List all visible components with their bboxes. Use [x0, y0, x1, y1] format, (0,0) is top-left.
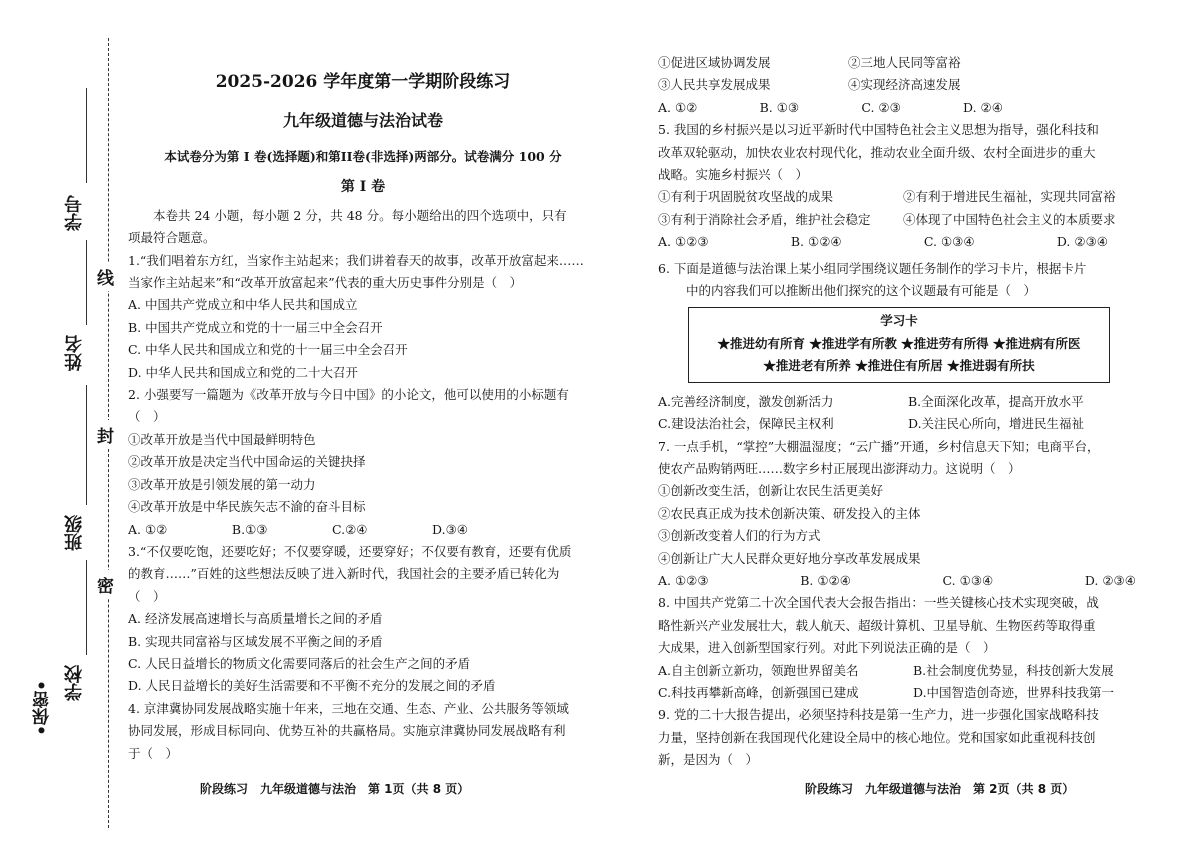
option-c[interactable]: C. ①③④ [942, 572, 994, 588]
statement-item: ③改革开放是引领发展的第一动力 [128, 476, 316, 492]
option-row [658, 413, 1136, 435]
statement-item: ④实现经济高速发展 [848, 77, 961, 93]
question-text: 1.“我们唱着东方红，当家作主站起来；我们讲着春天的故事，改革开放富起来…… [128, 252, 584, 268]
exam-note: 本试卷分为第 I 卷(选择题)和第II卷(非选择)两部分。试卷满分 100 分 [164, 149, 562, 164]
option-row [658, 660, 1136, 682]
question-text: 于（ ） [128, 745, 179, 761]
option-a[interactable]: A. 中国共产党成立和中华人民共和国成立 [128, 297, 358, 313]
question-text: （ ） [128, 588, 166, 604]
option-c[interactable]: C. ②③ [861, 99, 901, 115]
statement-row [658, 186, 1136, 208]
question-text: 的教育……”百姓的这些想法反映了进入新时代，我国社会的主要矛盾已转化为 [128, 566, 560, 582]
option-c[interactable]: C.建设法治社会，保障民主权利 [658, 416, 834, 432]
option-b[interactable]: B. ①③ [759, 99, 800, 115]
study-card [688, 307, 1110, 382]
question-text: 当家作主站起来”和“改革开放富起来”代表的重大历史事件分别是（ ） [128, 275, 523, 291]
question-text: 战略。实施乡村振兴（ ） [658, 167, 809, 183]
student-id-field[interactable] [86, 88, 87, 183]
question-text: 协同发展，形成目标同向、优势互补的共赢格局。实施京津冀协同发展战略有利 [128, 723, 566, 739]
exam-title: 2025-2026 学年度第一学期阶段练习 [215, 72, 511, 92]
question-text: 7. 一点手机，“掌控”大棚温湿度；“云广播”开通，乡村信息天下知；电商平台， [658, 438, 1100, 454]
question-text: （ ） [128, 409, 166, 425]
option-c[interactable]: C.②④ [332, 521, 368, 537]
question-text: 改革双轮驱动，加快农业农村现代化，推动农业全面升级、农村全面进步的重大 [658, 144, 1096, 160]
option-b[interactable]: B.社会制度优势显，科技创新大发展 [913, 662, 1114, 678]
option-d[interactable]: D.关注民心所向，增进民生福祉 [908, 416, 1085, 432]
question-text: 使农产品购销两旺……数字乡村正展现出澎湃动力。这说明（ ） [658, 460, 1021, 476]
statement-item: ②三地人民同等富裕 [848, 55, 961, 70]
option-b[interactable]: B.①③ [231, 521, 268, 537]
question-text: 6. 下面是道德与法治课上某小组同学围绕议题任务制作的学习卡片，根据卡片 [658, 260, 1087, 276]
statement-item: ②农民真正成为技术创新决策、研发投入的主体 [658, 505, 921, 521]
statement-item: ③创新改变着人们的行为方式 [658, 528, 821, 544]
option-row [658, 570, 1146, 592]
option-b[interactable]: B.全面深化改革，提高开放水平 [908, 393, 1084, 409]
option-row [128, 519, 478, 541]
option-row [658, 391, 1136, 413]
question-5 [658, 119, 1136, 253]
statement-item: ③有利于消除社会矛盾，维护社会稳定 [658, 211, 871, 227]
right-page-footer: 阶段练习 九年级道德与法治 第 2页（共 8 页） [805, 782, 1075, 796]
question-text: 力量，坚持创新在我国现代化建设全局中的核心地位。党和国家如此重视科技创 [658, 729, 1096, 745]
statement-item: ④改革开放是中华民族矢志不渝的奋斗目标 [128, 499, 366, 515]
statement-item: ④创新让广大人民群众更好地分享改革发展成果 [658, 550, 921, 566]
option-c[interactable]: C. 人民日益增长的物质文化需要同落后的社会生产之间的矛盾 [128, 655, 471, 671]
student-id-label: 学号 [64, 195, 85, 231]
question-7 [658, 436, 1136, 593]
intro-line: 本卷共 24 小题，每小题 2 分，共 48 分。每小题给出的四个选项中，只有 [153, 207, 567, 223]
option-a[interactable]: A.自主创新立新功，领跑世界留美名 [658, 662, 859, 678]
school-field[interactable] [86, 560, 87, 655]
option-d[interactable]: D. ②③④ [1084, 572, 1136, 588]
option-a[interactable]: A. 经济发展高速增长与高质量增长之间的矛盾 [128, 611, 383, 627]
question-2 [128, 384, 598, 541]
question-text: 中的内容我们可以推断出他们探究的这个议题最有可能是（ ） [686, 283, 1037, 299]
question-text: 9. 党的二十大报告提出，必须坚持科技是第一生产力，进一步强化国家战略科技 [658, 707, 1099, 723]
option-a[interactable]: A. ①②③ [658, 572, 709, 588]
question-text: 略性新兴产业发展壮大，载人航天、超级计算机、卫星导航、生物医药等取得重 [658, 617, 1096, 633]
secret-label: •保密• [33, 680, 53, 736]
question-text: 3.“不仅要吃饱，还要吃好；不仅要穿暖，还要穿好；不仅要有教育，还要有优质 [128, 543, 572, 559]
statement-item: ①改革开放是当代中国最鲜明特色 [128, 431, 316, 447]
option-a[interactable]: A. ①② [128, 521, 168, 537]
seal-char-secret: 密 [97, 570, 114, 599]
question-9 [658, 704, 1136, 771]
question-text: 8. 中国共产党第二十次全国代表大会报告指出：一些关键核心技术实现突破，战 [658, 595, 1099, 611]
question-text: 大成果，进入创新型国家行列。对此下列说法正确的是（ ） [658, 640, 996, 656]
class-label: 班级 [64, 515, 85, 551]
question-1 [128, 250, 598, 384]
question-6 [658, 258, 1136, 436]
intro-line: 项最符合题意。 [128, 230, 216, 246]
question-text: 新，是因为（ ） [658, 752, 759, 768]
statement-item: ②改革开放是决定当代中国命运的关键抉择 [128, 454, 366, 470]
school-label: 学校 [64, 665, 85, 701]
exam-subtitle: 九年级道德与法治试卷 [282, 111, 443, 130]
study-card-title: 学习卡 [880, 313, 918, 329]
option-b[interactable]: B. ①②④ [790, 234, 842, 250]
name-label: 姓名 [64, 335, 85, 371]
option-b[interactable]: B. 中国共产党成立和党的十一届三中全会召开 [128, 319, 383, 335]
option-d[interactable]: D.③④ [432, 521, 468, 537]
statement-item: ④体现了中国特色社会主义的本质要求 [903, 211, 1116, 227]
question-text: 2. 小强要写一篇题为《改革开放与今日中国》的小论文，他可以使用的小标题有 [128, 387, 569, 403]
option-row [658, 231, 1118, 253]
statement-item: ③人民共享发展成果 [658, 77, 771, 93]
question-text: 4. 京津冀协同发展战略实施十年来，三地在交通、生态、产业、公共服务等领域 [128, 700, 569, 716]
option-d[interactable]: D. 中华人民共和国成立和党的二十大召开 [128, 364, 359, 380]
question-4 [128, 698, 598, 765]
option-d[interactable]: D. ②④ [963, 99, 1003, 115]
study-card-line: ★推进幼有所育 ★推进学有所教 ★推进劳有所得 ★推进病有所医 [717, 335, 1081, 351]
option-b[interactable]: B. 实现共同富裕与区域发展不平衡之间的矛盾 [128, 633, 383, 649]
left-page-footer: 阶段练习 九年级道德与法治 第 1页（共 8 页） [200, 782, 470, 796]
question-3 [128, 541, 598, 698]
statement-row [658, 52, 1136, 74]
name-field[interactable] [86, 240, 87, 325]
statement-row [658, 74, 1136, 96]
option-c[interactable]: C. ①③④ [923, 234, 975, 250]
statement-row [658, 209, 1136, 231]
statement-item: ②有利于增进民生福祉，实现共同富裕 [903, 189, 1116, 205]
option-d[interactable]: D. 人民日益增长的美好生活需要和不平衡不充分的发展之间的矛盾 [128, 678, 496, 694]
option-d[interactable]: D. ②③④ [1056, 234, 1108, 250]
left-page [128, 62, 598, 765]
statement-item: ①有利于巩固脱贫攻坚战的成果 [658, 189, 834, 205]
option-a[interactable]: A.完善经济制度，激发创新活力 [658, 393, 834, 409]
option-c[interactable]: C.科技再攀新高峰，创新强国已建成 [658, 684, 859, 700]
option-b[interactable]: B. ①②④ [800, 572, 851, 588]
option-a[interactable]: A. ①② [658, 99, 698, 115]
question-text: 5. 我国的乡村振兴是以习近平新时代中国特色社会主义思想为指导，强化科技和 [658, 122, 1099, 138]
option-row [658, 682, 1136, 704]
right-page [658, 52, 1136, 772]
option-c[interactable]: C. 中华人民共和国成立和党的十一届三中全会召开 [128, 342, 408, 358]
binding-margin [0, 0, 120, 849]
volume-heading: 第 I 卷 [340, 179, 386, 196]
question-8 [658, 592, 1136, 704]
option-a[interactable]: A. ①②③ [658, 234, 709, 250]
seal-char-line: 线 [97, 262, 114, 291]
option-row [658, 97, 1013, 119]
statement-item: ①促进区域协调发展 [658, 55, 771, 70]
statement-item: ①创新改变生活，创新让农民生活更美好 [658, 483, 884, 499]
question-4-continued [658, 52, 1136, 119]
study-card-line: ★推进老有所养 ★推进住有所居 ★推进弱有所扶 [763, 358, 1035, 374]
seal-char-seal: 封 [97, 420, 114, 449]
class-field[interactable] [86, 385, 87, 505]
option-d[interactable]: D.中国智造创奇迹，世界科技我第一 [913, 684, 1115, 700]
